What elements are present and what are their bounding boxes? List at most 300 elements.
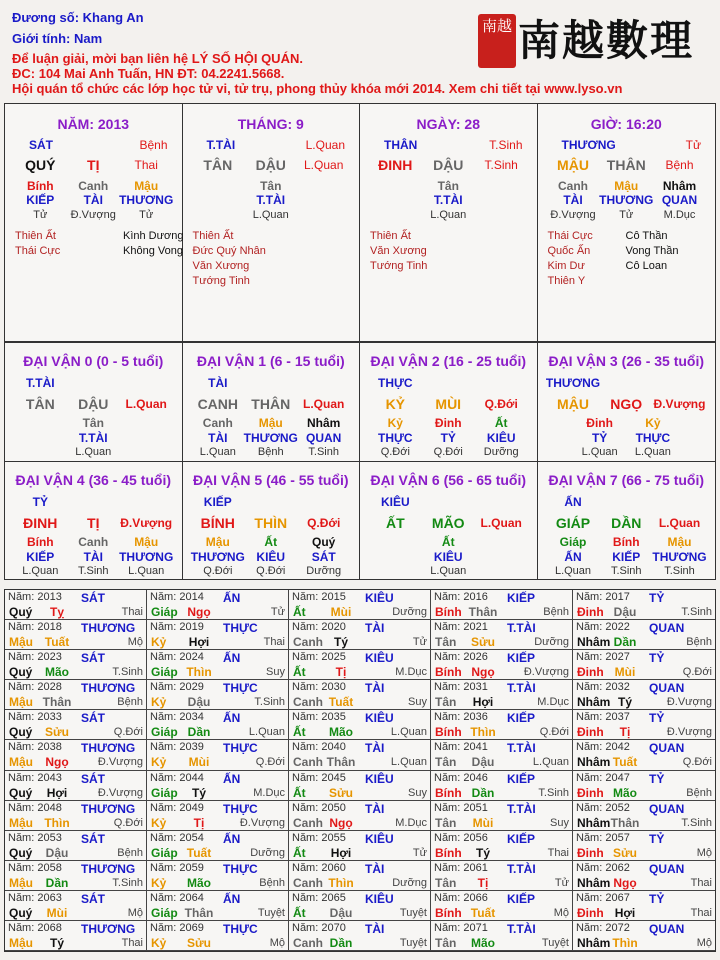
year-stage: Q.Đới <box>113 816 143 829</box>
heavenly-stem: ĐINH <box>378 157 413 173</box>
year-stage: Q.Đới <box>682 666 712 679</box>
year-god: TỶ <box>649 831 665 846</box>
year-cell <box>289 620 431 650</box>
year-stage: Mộ <box>696 936 712 949</box>
earthly-branch: NGỌ <box>610 396 643 412</box>
hidden-stem: Đinh <box>586 416 613 430</box>
hidden-stage: Đ.Vượng <box>70 209 116 221</box>
year-cell <box>147 861 289 891</box>
year-stage: Đ.Vượng <box>239 816 285 829</box>
year-stage: Thai <box>690 876 712 889</box>
year-stem: Kỷ <box>151 635 167 650</box>
year-label: Năm: 2015 <box>292 591 346 603</box>
hidden-stage: L.Quan <box>75 446 112 458</box>
hidden-stem: Giáp <box>559 534 587 549</box>
earthly-branch: DẬU <box>78 396 109 412</box>
heavenly-stem: MẬU <box>557 157 589 173</box>
dai-van-god: KIẾP <box>203 494 232 509</box>
year-stem: Ất <box>293 905 306 920</box>
year-label: Năm: 2014 <box>150 591 204 603</box>
star-left: Thiên Ất <box>370 230 411 242</box>
year-cell <box>5 680 147 710</box>
year-label: Năm: 2037 <box>576 711 630 724</box>
year-stem: Mậu <box>9 875 33 890</box>
hidden-stem: Bính <box>612 534 640 549</box>
year-cell <box>289 590 431 620</box>
dai-van-title: ĐẠI VẬN 1 (6 - 15 tuổi) <box>196 353 345 369</box>
growth-stage: L.Quan <box>658 515 701 530</box>
year-branch: Sửu <box>328 785 354 800</box>
hidden-stage: L.Quan <box>22 564 59 577</box>
header <box>0 0 720 100</box>
hidden-stem: Bính <box>26 534 54 549</box>
pillar-title: THÁNG: 9 <box>237 116 304 132</box>
address: ĐC: 104 Mai Anh Tuấn, HN ĐT: 04.2241.5668. <box>12 66 285 81</box>
dai-van-title: ĐẠI VẬN 4 (36 - 45 tuổi) <box>15 471 172 488</box>
year-stage: Bệnh <box>117 696 143 709</box>
annual-luck-table <box>4 589 716 952</box>
year-branch: Dậu <box>187 695 211 710</box>
hidden-stage: L.Quan <box>128 564 165 577</box>
year-cell <box>573 891 715 921</box>
year-stage: Tuyệt <box>399 906 427 919</box>
year-branch: Mão <box>613 785 637 800</box>
hidden-stage: Đ.Vượng <box>550 209 596 221</box>
year-stage: Suy <box>408 786 427 799</box>
year-label: Năm: 2034 <box>150 711 204 724</box>
dai-van-2 <box>360 342 538 461</box>
year-branch: Tuất <box>612 755 638 770</box>
star-left: Văn Xương <box>370 245 427 257</box>
hidden-stem: Ất <box>264 534 278 549</box>
year-stage: Bệnh <box>686 786 712 799</box>
year-label: Năm: 2057 <box>576 831 630 844</box>
year-cell <box>431 891 573 921</box>
dai-van-god: T.TÀI <box>25 376 55 390</box>
year-cell <box>573 620 715 650</box>
year-branch: Ngọ <box>329 815 353 830</box>
year-stem: Bính <box>435 725 462 740</box>
growth-stage: L.Quan <box>480 515 522 530</box>
growth-stage: Q.Đới <box>484 397 518 411</box>
year-label: Năm: 2013 <box>8 591 62 603</box>
year-cell <box>431 921 573 951</box>
pillar-title: NĂM: 2013 <box>57 116 130 132</box>
year-branch: Thìn <box>44 815 70 830</box>
year-cell <box>289 891 431 921</box>
growth-stage: Đ.Vượng <box>653 397 706 411</box>
year-branch: Hợi <box>188 635 210 650</box>
year-god: THỰC <box>223 801 258 816</box>
hidden-stage: Q.Đới <box>256 564 286 577</box>
hidden-stem: Tân <box>260 179 282 193</box>
year-label: Năm: 2066 <box>434 891 488 904</box>
pillar-top-right: L.Quan <box>305 138 345 152</box>
year-stem: Canh <box>293 875 323 890</box>
year-cell <box>147 891 289 921</box>
year-label: Năm: 2070 <box>292 921 346 934</box>
year-label: Năm: 2047 <box>576 771 630 784</box>
year-stem: Tân <box>435 695 457 710</box>
year-branch: Hợi <box>614 905 636 920</box>
year-branch: Dần <box>613 635 637 650</box>
year-label: Năm: 2063 <box>8 891 62 904</box>
hidden-stage: L.Quan <box>430 564 467 577</box>
year-stage: L.Quan <box>390 726 427 739</box>
year-branch: Tý <box>191 785 207 800</box>
year-cell <box>431 801 573 831</box>
year-god: TÀI <box>365 681 385 696</box>
hidden-stem: Canh <box>202 416 233 430</box>
year-branch: Tuất <box>470 905 496 920</box>
year-cell <box>289 740 431 770</box>
year-branch: Sửu <box>470 635 496 650</box>
year-stem: Nhâm <box>577 875 611 890</box>
year-stem: Nhâm <box>577 755 611 770</box>
year-god: QUAN <box>649 801 685 816</box>
year-stem: Canh <box>293 635 323 650</box>
hidden-stem: Canh <box>558 179 588 193</box>
year-god: TÀI <box>365 801 385 816</box>
hidden-god: TỶ <box>591 431 608 445</box>
year-stem: Ất <box>293 845 306 860</box>
year-label: Năm: 2029 <box>150 681 204 694</box>
year-branch: Mão <box>45 665 69 680</box>
year-label: Năm: 2038 <box>8 741 62 754</box>
year-cell <box>289 861 431 891</box>
hidden-god: SÁT <box>311 549 336 564</box>
hidden-stem: Quý <box>312 534 336 549</box>
year-label: Năm: 2055 <box>292 831 346 844</box>
year-label: Năm: 2020 <box>292 621 346 634</box>
hidden-god: T.TÀI <box>78 431 108 445</box>
year-branch: Sửu <box>44 725 70 740</box>
year-stem: Quý <box>9 845 33 860</box>
year-stem: Quý <box>9 905 33 920</box>
year-cell <box>289 831 431 861</box>
year-label: Năm: 2023 <box>8 651 62 664</box>
hidden-god: T.TÀI <box>433 193 463 207</box>
star-left: Quốc Ấn <box>547 245 591 257</box>
year-cell <box>147 650 289 680</box>
year-cell <box>5 831 147 861</box>
year-branch: Mùi <box>46 905 68 920</box>
year-cell <box>147 771 289 801</box>
year-stage: L.Quan <box>248 726 285 739</box>
heavenly-stem: ĐINH <box>23 514 58 531</box>
year-stem: Ất <box>293 605 306 619</box>
year-god: KIẾP <box>507 891 536 906</box>
heavenly-stem: GIÁP <box>555 514 591 531</box>
year-stem: Giáp <box>151 665 178 680</box>
year-god: KIÊU <box>365 711 394 726</box>
hidden-god: KIÊU <box>486 431 516 445</box>
earthly-branch: TỊ <box>87 157 100 173</box>
year-label: Năm: 2053 <box>8 831 62 844</box>
dai-van-god: KIÊU <box>380 494 410 509</box>
year-god: KIẾP <box>507 591 536 605</box>
year-stem: Đinh <box>577 905 604 920</box>
year-stem: Mậu <box>9 695 33 710</box>
year-stage: Mộ <box>696 846 712 859</box>
year-stem: Nhâm <box>577 815 611 830</box>
year-god: KIÊU <box>365 591 394 605</box>
year-god: KIẾP <box>507 711 536 726</box>
year-god: TỶ <box>649 591 665 605</box>
year-stage: Tử <box>412 636 427 649</box>
year-cell <box>5 710 147 740</box>
hidden-stage: L.Quan <box>199 446 236 458</box>
year-branch: Ngọ <box>187 605 211 619</box>
year-stem: Ất <box>293 725 306 740</box>
year-cell <box>147 680 289 710</box>
year-stage: Tử <box>270 606 285 618</box>
year-stage: Thai <box>263 636 285 649</box>
year-stage: Dưỡng <box>392 876 427 889</box>
year-stem: Quý <box>9 725 33 740</box>
year-god: KIẾP <box>507 651 536 666</box>
dai-van-3 <box>538 342 716 461</box>
year-label: Năm: 2052 <box>576 801 630 814</box>
year-cell <box>431 680 573 710</box>
year-branch: Dậu <box>45 845 69 860</box>
year-stage: L.Quan <box>532 756 569 769</box>
year-stage: Mộ <box>269 936 285 949</box>
hidden-god: TÀI <box>83 193 103 207</box>
hidden-stem: Mậu <box>667 534 692 549</box>
hidden-stem: Ất <box>494 416 508 430</box>
year-stage: Đ.Vượng <box>666 696 712 709</box>
year-stage: T.Sinh <box>538 786 569 799</box>
year-god: KIÊU <box>365 651 394 666</box>
year-branch: Dậu <box>613 605 637 619</box>
hidden-stage: Q.Đới <box>380 446 410 458</box>
hidden-stem: Mậu <box>134 534 159 549</box>
pillar-top-left: THƯƠNG <box>561 138 616 152</box>
year-stem: Tân <box>435 935 457 950</box>
hidden-stage: T.Sinh <box>308 446 339 458</box>
year-stem: Bính <box>435 665 462 680</box>
dai-van-1 <box>183 342 361 461</box>
year-cell <box>431 590 573 620</box>
star-right: Không Vong <box>123 245 183 257</box>
year-branch: Tý <box>333 635 349 650</box>
star-left: Thiên Ất <box>15 230 56 242</box>
hidden-god: TÀI <box>83 549 103 564</box>
hidden-stem: Nhâm <box>307 416 341 430</box>
year-stem: Canh <box>293 695 323 710</box>
star-left: Tướng Tinh <box>192 275 250 287</box>
year-stem: Kỷ <box>151 875 167 890</box>
year-label: Năm: 2016 <box>434 591 488 603</box>
year-branch: Mão <box>471 935 495 950</box>
year-cell <box>431 740 573 770</box>
dai-van-5 <box>183 461 361 580</box>
hidden-god: THƯƠNG <box>190 549 245 564</box>
year-label: Năm: 2028 <box>8 681 62 694</box>
year-god: ẤN <box>223 831 241 846</box>
year-cell <box>573 921 715 951</box>
year-stage: Dưỡng <box>534 636 569 649</box>
hidden-god: KIÊU <box>256 549 286 564</box>
year-stage: Q.Đới <box>255 756 285 769</box>
year-god: SÁT <box>81 591 105 605</box>
year-god: KIÊU <box>365 891 394 906</box>
year-stem: Mậu <box>9 935 33 950</box>
pillar-top-left: SÁT <box>29 138 53 152</box>
year-stage: Bệnh <box>686 636 712 649</box>
year-label: Năm: 2036 <box>434 711 488 724</box>
heavenly-stem: BÍNH <box>200 514 235 531</box>
hidden-stage: L.Quan <box>554 564 592 577</box>
year-cell <box>573 710 715 740</box>
year-branch: Tuất <box>186 845 212 860</box>
year-label: Năm: 2040 <box>292 741 346 754</box>
year-stage: T.Sinh <box>681 816 712 829</box>
hidden-stem: Mậu <box>614 179 639 193</box>
year-god: TÀI <box>365 741 385 756</box>
year-cell <box>289 680 431 710</box>
year-stage: L.Quan <box>390 756 427 769</box>
year-label: Năm: 2017 <box>576 591 630 603</box>
year-label: Năm: 2018 <box>8 621 62 634</box>
year-god: ẤN <box>223 711 241 726</box>
hidden-stem: Ất <box>441 534 455 549</box>
earthly-branch: MÃO <box>431 514 465 531</box>
hidden-god: TÀI <box>563 193 583 207</box>
dai-van-title: ĐẠI VẬN 2 (16 - 25 tuổi) <box>370 353 527 369</box>
year-god: TÀI <box>365 621 385 636</box>
hidden-stage: Q.Đới <box>203 564 233 577</box>
year-branch: Tý <box>475 845 491 860</box>
year-stem: Kỷ <box>151 815 167 830</box>
year-label: Năm: 2056 <box>434 831 488 844</box>
dai-van-god: TỶ <box>32 494 48 509</box>
year-label: Năm: 2069 <box>150 921 204 934</box>
year-branch: Ngọ <box>471 665 495 680</box>
dai-van-title: ĐẠI VẬN 6 (56 - 65 tuổi) <box>370 471 527 488</box>
year-branch: Dần <box>329 935 353 950</box>
earthly-branch: TỊ <box>87 514 100 531</box>
year-cell <box>147 831 289 861</box>
year-stage: M.Dục <box>395 816 427 829</box>
hidden-god: T.TÀI <box>256 193 286 207</box>
year-cell <box>573 680 715 710</box>
year-cell <box>5 740 147 770</box>
earthly-branch: DẦN <box>611 514 642 531</box>
year-label: Năm: 2044 <box>150 771 204 784</box>
year-stage: Tử <box>412 846 427 859</box>
hidden-stage: L.Quan <box>581 446 618 458</box>
hidden-god: TÀI <box>208 431 228 445</box>
year-god: THƯƠNG <box>81 801 136 816</box>
year-label: Năm: 2059 <box>150 861 204 874</box>
star-right: Vong Thần <box>625 245 679 257</box>
year-branch: Tị <box>335 665 347 680</box>
year-label: Năm: 2026 <box>434 651 488 664</box>
year-god: T.TÀI <box>507 621 536 636</box>
year-god: THƯƠNG <box>81 861 136 876</box>
year-stem: Giáp <box>151 845 178 860</box>
year-god: KIẾP <box>507 831 536 846</box>
dai-van-title: ĐẠI VẬN 0 (0 - 5 tuổi) <box>23 353 164 369</box>
year-god: TỶ <box>649 711 665 726</box>
hidden-stem: Tân <box>82 416 104 430</box>
dai-van-god: THỰC <box>377 376 413 390</box>
year-stage: Suy <box>550 816 569 829</box>
year-stem: Quý <box>9 605 33 619</box>
year-stem: Ất <box>293 665 306 680</box>
year-cell <box>431 771 573 801</box>
heavenly-stem: TÂN <box>25 396 55 412</box>
year-god: SÁT <box>81 771 105 786</box>
year-cell <box>5 921 147 951</box>
hidden-god: THƯƠNG <box>119 549 174 564</box>
year-branch: Tý <box>49 935 65 950</box>
year-stage: M.Dục <box>537 696 569 709</box>
year-stem: Bính <box>435 905 462 920</box>
hidden-stem: Nhâm <box>662 179 697 193</box>
heavenly-stem: MẬU <box>557 396 589 412</box>
year-stem: Đinh <box>577 785 604 800</box>
year-stage: Dưỡng <box>250 846 285 859</box>
logo-text: 南越數理 <box>518 16 695 65</box>
year-stem: Bính <box>435 605 462 619</box>
growth-stage: Đ.Vượng <box>120 515 173 530</box>
year-branch: Mùi <box>614 665 636 680</box>
year-branch: Thìn <box>470 725 496 740</box>
earthly-branch: THÌN <box>254 514 288 531</box>
year-stem: Bính <box>435 845 462 860</box>
year-god: SÁT <box>81 831 105 846</box>
pillar-top-right: Bệnh <box>139 138 168 152</box>
year-god: ẤN <box>223 591 241 605</box>
year-cell <box>147 620 289 650</box>
year-god: T.TÀI <box>507 801 536 816</box>
year-stage: Bệnh <box>117 846 143 859</box>
year-stem: Kỷ <box>151 695 167 710</box>
year-branch: Sửu <box>186 935 212 950</box>
year-stage: T.Sinh <box>112 876 143 889</box>
year-branch: Tị <box>193 815 205 830</box>
year-cell <box>431 620 573 650</box>
star-left: Thái Cực <box>547 230 593 242</box>
year-cell <box>573 801 715 831</box>
year-branch: Tý <box>617 695 633 710</box>
year-label: Năm: 2043 <box>8 771 62 784</box>
year-label: Năm: 2024 <box>150 651 204 664</box>
year-god: ẤN <box>223 891 241 906</box>
year-label: Năm: 2064 <box>150 891 204 904</box>
year-branch: Tuất <box>44 635 70 650</box>
year-label: Năm: 2032 <box>576 681 630 694</box>
year-god: T.TÀI <box>507 861 536 876</box>
year-cell <box>431 831 573 861</box>
year-label: Năm: 2042 <box>576 741 630 754</box>
year-stage: Thai <box>121 606 143 618</box>
year-label: Năm: 2061 <box>434 861 488 874</box>
year-stem: Nhâm <box>577 935 611 950</box>
year-label: Năm: 2021 <box>434 621 488 634</box>
year-label: Năm: 2049 <box>150 801 204 814</box>
hidden-god: KIẾP <box>26 193 55 207</box>
year-label: Năm: 2062 <box>576 861 630 874</box>
year-branch: Thân <box>42 695 72 710</box>
year-cell <box>289 921 431 951</box>
year-stem: Tân <box>435 635 457 650</box>
year-stage: M.Dục <box>395 666 427 679</box>
year-stem: Kỷ <box>151 935 167 950</box>
